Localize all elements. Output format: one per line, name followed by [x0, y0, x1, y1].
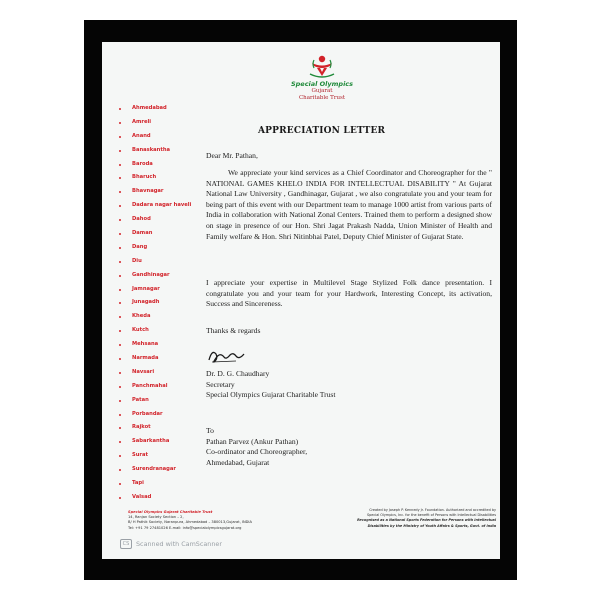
bullet-icon	[119, 344, 121, 346]
footer-address-1: 14, Ranjan Society Section – 2,	[128, 515, 184, 520]
district-item	[116, 324, 186, 338]
footer-accreditation-4: Disabilities by the Ministry of Youth Affairs & Sports, Govt. of India	[367, 523, 496, 528]
district-item	[116, 171, 186, 185]
district-item	[116, 227, 186, 241]
special-olympics-logo	[282, 54, 362, 102]
district-label: Gandhinagar	[132, 271, 170, 278]
bullet-icon	[119, 483, 121, 485]
bullet-icon	[119, 358, 121, 360]
district-item	[116, 477, 186, 491]
footer-accreditation	[328, 508, 496, 529]
camscanner-label: Scanned with CamScanner	[136, 540, 222, 548]
bullet-icon	[119, 414, 121, 416]
district-item	[116, 421, 186, 435]
district-label: Rajkot	[132, 424, 151, 431]
district-label: Navsari	[132, 368, 155, 375]
district-item	[116, 102, 186, 116]
district-label: Dang	[132, 243, 148, 250]
letter-paragraph-2: I appreciate your expertise in Multilevel Stage Stylized Folk dance presentation. I congratulate you and your team for your Hardwork, Interesting Concept, its activation, Success and Sincereness.	[206, 278, 492, 309]
district-label: Amreli	[132, 118, 152, 125]
bullet-icon	[119, 289, 121, 291]
bullet-icon	[119, 136, 121, 138]
district-label: Baroda	[132, 160, 153, 167]
district-item	[116, 296, 186, 310]
district-list	[116, 102, 192, 505]
district-label: Patan	[132, 396, 149, 403]
camscanner-icon: CS	[120, 539, 132, 549]
district-item	[116, 380, 186, 394]
letter-title: APPRECIATION LETTER	[258, 126, 386, 136]
district-item	[116, 338, 186, 352]
recipient-name: Pathan Parvez (Ankur Pathan)	[206, 436, 299, 446]
district-label: Junagadh	[132, 299, 160, 306]
district-label: Ahmedabad	[132, 105, 167, 111]
district-label: Kutch	[132, 327, 149, 334]
district-item	[116, 310, 186, 324]
bullet-icon	[119, 164, 121, 166]
bullet-icon	[119, 177, 121, 179]
district-item	[116, 366, 186, 380]
bullet-icon	[119, 372, 121, 374]
recipient-role: Co-ordinator and Choreographer,	[206, 447, 308, 457]
bullet-icon	[119, 191, 121, 193]
district-item	[116, 449, 186, 463]
district-item	[116, 144, 186, 158]
recipient-city: Ahmedabad, Gujarat	[206, 457, 270, 467]
bullet-icon	[119, 302, 121, 304]
district-item	[116, 394, 186, 408]
district-item	[116, 213, 186, 227]
district-label: Dadara nagar haveli	[132, 202, 192, 209]
bullet-icon	[119, 330, 121, 332]
district-item	[116, 463, 186, 477]
bullet-icon	[119, 219, 121, 221]
district-item	[116, 352, 186, 366]
bullet-icon	[119, 150, 121, 152]
district-item	[116, 283, 186, 297]
letter-paragraph-1: We appreciate your kind services as a Chief Coordinator and Choreographer for the " NATIONAL GAMES KHELO INDIA FOR INTELLECTUAL DISABILITY " At Gujarat National Law University , Gandhinagar, Gujarat , we also congratulate you and your team for being part of this event with our Department team to manage 1000 artist from various parts of India in collaboration with National Zonal Centers. Trained them to perform a designed show on stage in presence of our Hon. Shri Jagat Prakash Nadda, Union Minister of Health and Family welfare & Hon. Shri Nitinbhai Patel, Deputy Chief Minister of Gujarat State.	[206, 168, 492, 241]
district-label: Sabarkantha	[132, 438, 170, 445]
district-label: Bharuch	[132, 174, 157, 181]
district-label: Mehsana	[132, 341, 159, 348]
bullet-icon	[119, 108, 121, 110]
district-label: Banaskantha	[132, 146, 171, 153]
bullet-icon	[119, 261, 121, 263]
bullet-icon	[119, 469, 121, 471]
district-item	[116, 255, 186, 269]
recipient-block	[206, 426, 307, 468]
signer-name: Dr. D. G. Chaudhary	[206, 369, 270, 378]
district-label: Tapi	[132, 480, 144, 487]
district-item	[116, 130, 186, 144]
district-item	[116, 199, 192, 213]
logo-name: Special Olympics	[290, 80, 354, 88]
camscanner-watermark	[120, 539, 222, 549]
district-label: Diu	[132, 257, 142, 264]
footer-accreditation-1: Created by Joseph P. Kennedy Jr. Foundation. Authorized and accredited by	[369, 508, 496, 512]
district-item	[116, 435, 186, 449]
district-label: Porbandar	[132, 410, 163, 417]
bullet-icon	[119, 427, 121, 429]
bullet-icon	[119, 497, 121, 499]
closing-regards: Thanks & regards	[206, 326, 261, 335]
footer-address	[128, 510, 298, 531]
bullet-icon	[119, 122, 121, 124]
bullet-icon	[119, 400, 121, 402]
district-item	[116, 408, 186, 422]
bullet-icon	[119, 233, 121, 235]
district-label: Panchmahal	[132, 382, 168, 389]
signature-mark	[206, 346, 248, 366]
logo-trust: Charitable Trust	[298, 95, 346, 101]
footer-address-2: B/ H Pathik Society, Naranpura, Ahmedabad – 380013,Gujarat, INDIA	[128, 520, 252, 525]
district-item	[116, 116, 186, 130]
olympics-figure-icon	[308, 54, 336, 80]
district-label: Jamnagar	[132, 285, 160, 292]
district-item	[116, 269, 186, 283]
district-item	[116, 241, 186, 255]
district-label: Dahod	[132, 216, 151, 223]
bullet-icon	[119, 441, 121, 443]
bullet-icon	[119, 247, 121, 249]
bullet-icon	[119, 386, 121, 388]
district-label: Daman	[132, 230, 153, 237]
district-item	[116, 185, 186, 199]
signer-block	[206, 369, 336, 401]
district-label: Kheda	[132, 313, 151, 320]
bullet-icon	[119, 455, 121, 457]
logo-state: Gujarat	[311, 88, 333, 94]
district-item	[116, 158, 186, 172]
bullet-icon	[119, 275, 121, 277]
footer-org: Special Olympics Gujarat Charitable Trust	[128, 510, 213, 514]
bullet-icon	[119, 205, 121, 207]
district-label: Bhavnagar	[132, 188, 164, 195]
district-item	[116, 491, 186, 505]
footer-accreditation-3: Recognised as a National Sports Federation for Persons with Intellectual	[357, 518, 496, 523]
district-label: Anand	[132, 132, 151, 139]
salutation: Dear Mr. Pathan,	[206, 151, 258, 160]
footer-contact: Tel: +91 79 27481026 E-mail: info@specialolympicsgujarat.org	[128, 525, 242, 530]
district-label: Valsad	[132, 493, 152, 500]
letter-page	[102, 42, 500, 559]
district-label: Surat	[132, 452, 148, 459]
signer-title: Secretary	[206, 379, 235, 389]
bullet-icon	[119, 316, 121, 318]
signer-org: Special Olympics Gujarat Charitable Trust	[206, 390, 336, 400]
district-label: Surendranagar	[132, 466, 176, 473]
to-label: To	[206, 426, 214, 435]
district-label: Narmada	[132, 355, 159, 362]
footer-accreditation-2: Special Olympics, Inc. for the benefit of Persons with Intellectual Disabilities	[367, 513, 496, 518]
